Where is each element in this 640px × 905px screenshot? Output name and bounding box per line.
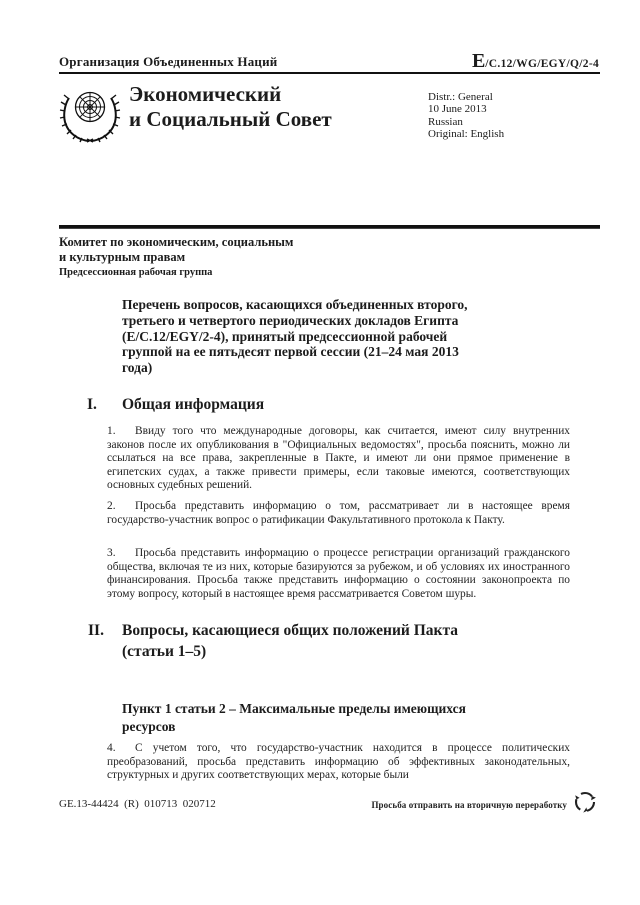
distr-general: Distr.: General [428, 91, 493, 103]
committee-name-line2: и культурным правам [59, 249, 186, 264]
recycle-icon [570, 789, 600, 815]
working-group-subtitle: Предсессионная рабочая группа [59, 266, 213, 278]
recycle-note [371, 789, 600, 815]
doc-symbol-number: /C.12/WG/EGY/Q/2-4 [485, 58, 599, 70]
paragraph-4 [107, 742, 570, 783]
separator-rule [59, 225, 600, 229]
doc-symbol-letter: E [471, 50, 486, 72]
council-title-line1: Экономический [129, 82, 282, 106]
section-2-number: II. [88, 622, 104, 639]
distr-original: Original: English [428, 128, 505, 141]
section-1-heading: Общая информация [122, 396, 265, 413]
org-name: Организация Объединенных Наций [59, 54, 278, 69]
council-title [129, 82, 332, 132]
distr-language: Russian [428, 115, 463, 128]
section-1-number: I. [87, 396, 97, 413]
paragraph-4-text: С учетом того, что государство-участник находится в процессе политических преобразований, просьба представить информацию об эффективных законодательных, структурных и других соответствующих мерах, которые были [107, 742, 570, 782]
distr-date: 10 June 2013 [428, 103, 487, 116]
un-emblem-icon [58, 82, 122, 146]
paragraph-1-number: 1. [107, 425, 116, 437]
header-rule [59, 72, 600, 74]
document-title: Перечень вопросов, касающихся объединенных второго, третьего и четвертого периодических докладов Египта (E/C.12/EGY/2-4), принятый предсессионной рабочей группой на ее пятьдесят первой сессии (21–24 мая 2013 года) [122, 297, 468, 376]
doc-symbol [472, 50, 599, 73]
paragraph-3-text: Просьба представить информацию о процессе регистрации организаций гражданского общества, включая те из них, которые базируются за рубежом, и об условиях их иностранного финансирования. Просьба также представить информацию о состоянии законопроекта по этому вопросу, который в настоящее время рассматривается Советом шуры. [107, 547, 570, 600]
paragraph-1-text: Ввиду того что международные договоры, как считается, имеют силу внутренних законов после их опубликования в "Официальных ведомостях", просьба пояснить, можно ли ссылаться на все права, закрепленные в Пакте, и имеют ли они прямое применение в египетских судах, а также привести примеры, если таковые имеются, соответствующих основных судебных решений. [107, 425, 570, 492]
footer-reference: GE.13-44424 (R) 010713 020712 [59, 798, 216, 810]
paragraph-1 [107, 425, 570, 493]
paragraph-3-number: 3. [107, 547, 116, 559]
recycle-note-text: Просьба отправить на вторичную переработку [371, 799, 567, 810]
paragraph-2-number: 2. [107, 500, 116, 512]
section-2-heading: Вопросы, касающиеся общих положений Пакта (статьи 1–5) [122, 622, 459, 660]
paragraph-4-number: 4. [107, 742, 116, 754]
article-2-subheading: Пункт 1 статьи 2 – Максимальные пределы имеющихся ресурсов [122, 701, 466, 734]
paragraph-2-text: Просьба представить информацию о том, рассматривает ли в настоящее время государство-участник вопрос о ратификации Факультативного протокола к Пакту. [107, 500, 570, 526]
paragraph-3 [107, 547, 570, 601]
committee-name-line1: Комитет по экономическим, социальным [59, 235, 294, 249]
council-title-line2: и Социальный Совет [129, 107, 332, 131]
committee-block [59, 235, 293, 280]
paragraph-2 [107, 500, 570, 527]
distr-block [428, 91, 504, 141]
